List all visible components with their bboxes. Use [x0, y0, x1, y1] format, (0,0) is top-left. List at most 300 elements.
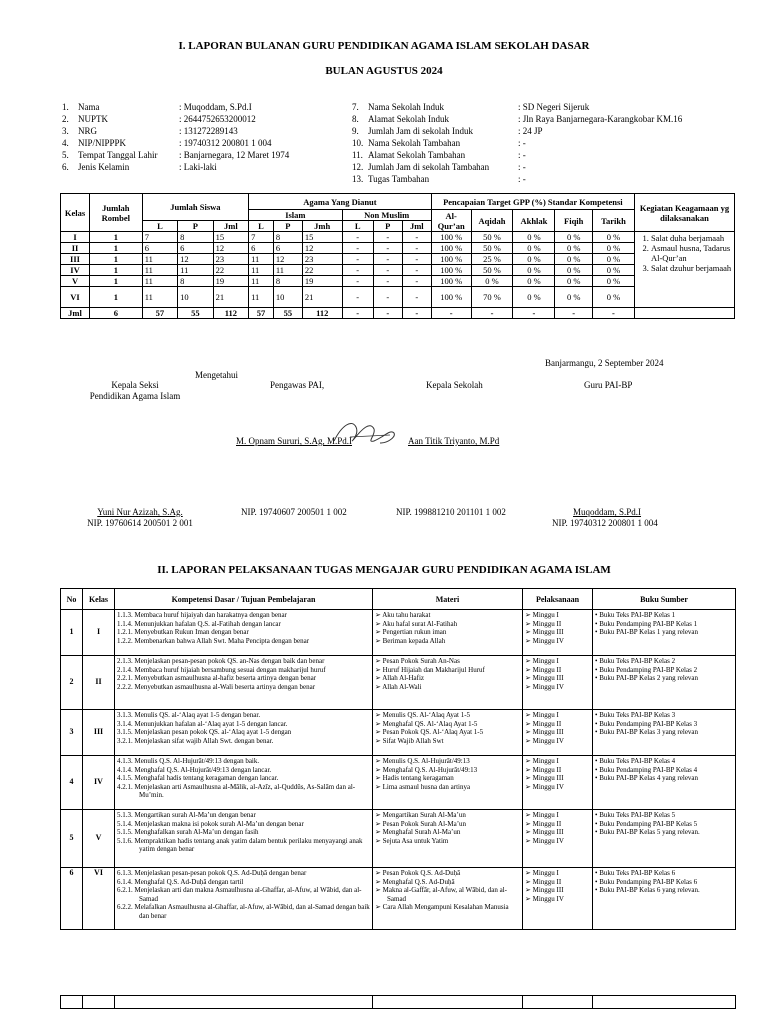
pengawas-name: M. Opnam Sururi, S.Ag, M.Pd.I: [236, 436, 353, 446]
pelaksanaan-item: ➢ Minggu III: [525, 886, 590, 895]
student-row: [61, 232, 735, 243]
student-cell: 0 %: [513, 254, 555, 265]
student-cell: 0 %: [593, 243, 635, 254]
materi-item: ➢ Sejuta Asa untuk Yatim: [375, 837, 520, 846]
identity-number: 3.: [62, 126, 69, 136]
identity-label: Nama Sekolah Induk: [368, 102, 444, 112]
col-nm-p: P: [373, 221, 402, 232]
student-cell: 100 %: [431, 254, 471, 265]
total-cell: 57: [249, 308, 274, 319]
kd-item: 1.1.4. Menunjukkan hafalan Q.S. al-Fatihah dengan lancar: [117, 619, 281, 628]
buku-item: • Buku Teks PAI-BP Kelas 4: [595, 757, 733, 766]
student-cell: 7: [249, 232, 274, 243]
row-materi: [373, 656, 523, 710]
student-cell: 100 %: [431, 265, 471, 276]
total-cell: -: [555, 308, 593, 319]
student-cell: 11: [142, 287, 177, 308]
kepsek-name: Aan Titik Triyanto, M.Pd: [408, 436, 500, 446]
materi-item: ➢ Pengertian rukun iman: [375, 628, 520, 637]
kasi-title-2: Pendidikan Agama Islam: [89, 391, 181, 401]
student-cell: 11: [249, 265, 274, 276]
report-title: I. LAPORAN BULANAN GURU PENDIDIKAN AGAMA ISLAM SEKOLAH DASAR: [178, 40, 590, 52]
kegiatan-list: [637, 233, 732, 273]
identity-value: : 131272289143: [179, 126, 238, 136]
kegiatan-item: 2. Asmaul husna, Tadarus Al-Qur’an: [651, 243, 732, 263]
kasi-nip: NIP. 19760614 200501 2 001: [87, 518, 193, 528]
total-cell: -: [431, 308, 471, 319]
identity-label: Jumlah Jam di sekolah Induk: [368, 126, 473, 136]
identity-number: 8.: [352, 114, 359, 124]
student-row: [61, 265, 735, 276]
identity-label: Jumlah Jam di sekolah Tambahan: [368, 162, 490, 172]
col-nm-l: L: [342, 221, 373, 232]
student-cell: 23: [302, 254, 342, 265]
row-no: 6: [61, 868, 83, 930]
total-cell: -: [471, 308, 513, 319]
kepsek-nip: NIP. 199881210 201101 1 002: [396, 507, 506, 517]
pelaksanaan-item: ➢ Minggu II: [525, 766, 590, 775]
student-cell: 8: [273, 276, 302, 287]
materi-item: ➢ Makna al-Gaffār, al-Afuw, al Wābid, dan al-Samad: [375, 886, 520, 903]
identity-label: Tempat Tanggal Lahir: [78, 150, 158, 160]
student-cell: 22: [302, 265, 342, 276]
report-subtitle: BULAN AGUSTUS 2024: [325, 65, 443, 77]
student-cell: 6: [178, 243, 213, 254]
pelaksanaan-item: ➢ Minggu III: [525, 728, 590, 737]
materi-item: ➢ Huruf Hijaiah dan Makharijul Huruf: [375, 666, 520, 675]
student-cell: 19: [213, 276, 248, 287]
student-cell: 0 %: [555, 287, 593, 308]
row-no: 4: [61, 756, 83, 810]
student-cell: 0 %: [471, 276, 513, 287]
identity-label: Nama: [78, 102, 100, 112]
materi-item: ➢ Pesan Pokok Q.S. Ad-Duḥā: [375, 869, 520, 878]
materi-item: ➢ Menghafal Q.S. Al-Hujurāt/49:13: [375, 766, 520, 775]
student-cell: 12: [213, 243, 248, 254]
identity-value: : -: [518, 138, 526, 148]
student-cell: -: [373, 243, 402, 254]
kd-item: 5.1.5. Menghafalkan surah Al-Ma’un dengan fasih: [117, 828, 259, 837]
row-materi: [373, 868, 523, 930]
col-buku: Buku Sumber: [593, 589, 736, 610]
student-cell: 25 %: [471, 254, 513, 265]
student-cell: 100 %: [431, 243, 471, 254]
identity-number: 12.: [352, 162, 364, 172]
student-cell: 11: [249, 254, 274, 265]
identity-value: : Laki-laki: [179, 162, 217, 172]
col-islam-jmh: Jmh: [302, 221, 342, 232]
pelaksanaan-item: ➢ Minggu I: [525, 811, 590, 820]
row-pelaksanaan: [523, 656, 593, 710]
pelaksanaan-item: ➢ Minggu II: [525, 666, 590, 675]
pelaksanaan-item: ➢ Minggu II: [525, 878, 590, 887]
identity-label: Alamat Sekolah Tambahan: [368, 150, 466, 160]
buku-item: • Buku Pendamping PAI-BP Kelas 3: [595, 720, 733, 729]
row-kd: [115, 710, 373, 756]
identity-row: [352, 102, 589, 112]
identity-label: NUPTK: [78, 114, 109, 124]
pelaksanaan-item: ➢ Minggu I: [525, 869, 590, 878]
col-islam-p: P: [273, 221, 302, 232]
col-akhlak: Akhlak: [513, 210, 555, 232]
buku-item: • Buku PAI-BP Kelas 2 yang relevan: [595, 674, 733, 683]
identity-row: [62, 162, 217, 172]
materi-item: ➢ Menulis QS. Al-‘Alaq Ayat 1-5: [375, 711, 520, 720]
col-jumlah-siswa: Jumlah Siswa: [142, 194, 248, 221]
identity-row: [62, 102, 252, 112]
student-cell: 21: [302, 287, 342, 308]
pelaksanaan-item: ➢ Minggu I: [525, 611, 590, 620]
student-cell: -: [373, 265, 402, 276]
kd-item: 1.2.2. Membenarkan bahwa Allah Swt. Maha Pencipta dengan benar: [117, 636, 310, 645]
identity-label: NRG: [78, 126, 98, 136]
identity-row: [352, 174, 526, 184]
student-cell: -: [402, 243, 431, 254]
row-kelas: III: [83, 710, 115, 756]
student-cell: 10: [273, 287, 302, 308]
total-cell: 112: [213, 308, 248, 319]
identity-number: 6.: [62, 162, 69, 172]
kd-item: 1.2.1. Menyebutkan Rukun Iman dengan benar: [117, 628, 249, 637]
buku-item: • Buku Pendamping PAI-BP Kelas 1: [595, 620, 733, 629]
row-no: 1: [61, 610, 83, 656]
identity-number: 1.: [62, 102, 69, 112]
place-date: Banjarmangu, 2 September 2024: [545, 358, 664, 368]
row-no: 5: [61, 810, 83, 868]
teaching-table: [60, 588, 736, 930]
buku-item: • Buku Teks PAI-BP Kelas 5: [595, 811, 733, 820]
row-kelas: I: [83, 610, 115, 656]
empty-row: [61, 996, 736, 1009]
identity-number: 5.: [62, 150, 69, 160]
student-cell: 8: [273, 232, 302, 243]
col-fiqih: Fiqih: [555, 210, 593, 232]
student-cell: -: [402, 265, 431, 276]
student-cell: 11: [249, 287, 274, 308]
row-kd: [115, 756, 373, 810]
identity-value: : 24 JP: [518, 126, 543, 136]
student-cell: 50 %: [471, 232, 513, 243]
total-cell: 112: [302, 308, 342, 319]
buku-item: • Buku Teks PAI-BP Kelas 2: [595, 657, 733, 666]
student-cell: II: [61, 243, 90, 254]
student-cell: 100 %: [431, 276, 471, 287]
kd-item: 6.2.2. Melafalkan Asmaulhusna al-Ghaffar, al-Afuw, al-Wābid, dan al-Samad dengan baik dan benar: [117, 903, 370, 920]
kd-item: 2.2.1. Menyebutkan asmaulhusna al-hafiz beserta artinya dengan benar: [117, 674, 317, 683]
buku-item: • Buku Pendamping PAI-BP Kelas 6: [595, 878, 733, 887]
identity-value: : Jln Raya Banjarnegara-Karangkobar KM.16: [518, 114, 683, 124]
buku-item: • Buku PAI-BP Kelas 5 yang relevan.: [595, 828, 733, 837]
identity-label: NIP/NIPPPK: [78, 138, 127, 148]
col-aqidah: Aqidah: [471, 210, 513, 232]
student-cell: -: [373, 232, 402, 243]
student-cell: 50 %: [471, 243, 513, 254]
row-buku: [593, 656, 736, 710]
student-cell: -: [342, 276, 373, 287]
student-cell: -: [402, 254, 431, 265]
col-kegiatan: Kegiatan Keagamaan yg dilaksanakan: [634, 194, 734, 232]
student-cell: 22: [213, 265, 248, 276]
kd-item: 4.1.4. Menghafal Q.S. Al-Hujurāt/49:13 dengan lancar.: [117, 765, 272, 774]
identity-row: [62, 114, 256, 124]
kd-item: 4.1.3. Menulis Q.S. Al-Hujurāt/49:13 dengan baik.: [117, 757, 260, 765]
student-row: [61, 276, 735, 287]
row-buku: [593, 756, 736, 810]
pengawas-title: Pengawas PAI,: [270, 380, 325, 390]
identity-value: : 2644752653200012: [179, 114, 256, 124]
identity-value: : 19740312 200801 1 004: [179, 138, 272, 148]
kd-item: 3.2.1. Menjelaskan sifat wajib Allah Swt. dengan benar.: [117, 736, 274, 745]
row-kelas: VI: [83, 868, 115, 930]
student-cell: -: [402, 232, 431, 243]
student-cell: 7: [142, 232, 177, 243]
materi-item: ➢ Menghafal Q.S. Ad-Duḥā: [375, 878, 520, 887]
col-rombel: Jumlah Rombel: [90, 194, 143, 232]
row-buku: [593, 810, 736, 868]
student-cell: -: [342, 243, 373, 254]
materi-item: ➢ Menghafal QS. Al-‘Alaq Ayat 1-5: [375, 720, 520, 729]
pelaksanaan-item: ➢ Minggu III: [525, 628, 590, 637]
kd-item: 6.1.4. Menghafal Q.S. Ad-Duḥā dengan tartil: [117, 877, 244, 886]
teaching-row: [61, 610, 736, 656]
identity-label: Alamat Sekolah Induk: [368, 114, 449, 124]
student-cell: 11: [178, 265, 213, 276]
materi-item: ➢ Aku hafal surat Al-Fatihah: [375, 620, 520, 629]
pengawas-nip: NIP. 19740607 200501 1 002: [241, 507, 347, 517]
teaching-row: [61, 756, 736, 810]
col-pelaksanaan: Pelaksanaan: [523, 589, 593, 610]
student-cell: IV: [61, 265, 90, 276]
col-islam-l: L: [249, 221, 274, 232]
student-cell: 15: [213, 232, 248, 243]
student-cell: 0 %: [593, 232, 635, 243]
student-cell: 0 %: [555, 243, 593, 254]
total-cell: Jml: [61, 308, 90, 319]
col-jml: Jml: [213, 221, 248, 232]
col-no: No: [61, 589, 83, 610]
student-cell: 10: [178, 287, 213, 308]
total-cell: 6: [90, 308, 143, 319]
kd-item: 3.1.5. Menjelaskan pesan pokok QS. al-‘Alaq ayat 1-5 dengan: [117, 728, 292, 737]
identity-label: Nama Sekolah Tambahan: [368, 138, 461, 148]
row-materi: [373, 756, 523, 810]
student-cell: 0 %: [555, 265, 593, 276]
identity-number: 2.: [62, 114, 69, 124]
kegiatan-item: 1. Salat duha berjamaah: [651, 233, 732, 243]
student-row: [61, 287, 735, 308]
row-kd: [115, 868, 373, 930]
kd-item: 1.1.3. Membaca huruf hijaiyah dan harakatnya dengan benar: [117, 611, 287, 619]
student-cell: -: [402, 276, 431, 287]
buku-item: • Buku Pendamping PAI-BP Kelas 2: [595, 666, 733, 675]
kd-item: 3.1.4. Menunjukkan hafalan al-‘Alaq ayat 1-5 dengan lancar.: [117, 719, 288, 728]
total-row: [61, 308, 735, 319]
pelaksanaan-item: ➢ Minggu I: [525, 711, 590, 720]
row-no: 3: [61, 710, 83, 756]
row-pelaksanaan: [523, 610, 593, 656]
student-cell: 100 %: [431, 232, 471, 243]
student-cell: 50 %: [471, 265, 513, 276]
identity-row: [352, 162, 526, 172]
materi-item: ➢ Pesan Pokok Surah An-Nas: [375, 657, 520, 666]
student-cell: 6: [249, 243, 274, 254]
identity-number: 9.: [352, 126, 359, 136]
student-cell: 1: [90, 232, 143, 243]
guru-title: Guru PAI-BP: [584, 380, 633, 390]
identity-value: : -: [518, 162, 526, 172]
buku-item: • Buku PAI-BP Kelas 6 yang relevan.: [595, 886, 733, 895]
identity-number: 4.: [62, 138, 69, 148]
student-cell: -: [342, 265, 373, 276]
col-quran: Al-Qur’an: [431, 210, 471, 232]
col-gpp: Pencapaian Target GPP (%) Standar Kompetensi: [431, 194, 634, 210]
row-kelas: IV: [83, 756, 115, 810]
row-pelaksanaan: [523, 710, 593, 756]
row-no: 2: [61, 656, 83, 710]
row-pelaksanaan: [523, 756, 593, 810]
identity-value: : SD Negeri Sijeruk: [518, 102, 590, 112]
pelaksanaan-item: ➢ Minggu IV: [525, 783, 590, 792]
student-cell: -: [373, 276, 402, 287]
kd-item: 6.1.3. Menjelaskan pesan-pesan pokok Q.S. Ad-Duḥā dengan benar: [117, 869, 307, 877]
row-materi: [373, 710, 523, 756]
row-kelas: II: [83, 656, 115, 710]
pelaksanaan-item: ➢ Minggu I: [525, 757, 590, 766]
kepsek-title: Kepala Sekolah: [426, 380, 483, 390]
identity-value: : Banjarnegara, 12 Maret 1974: [179, 150, 290, 160]
identity-row: [352, 150, 526, 160]
total-cell: -: [342, 308, 373, 319]
buku-item: • Buku PAI-BP Kelas 1 yang relevan: [595, 628, 733, 637]
row-kd: [115, 810, 373, 868]
identity-value: : -: [518, 150, 526, 160]
student-cell: V: [61, 276, 90, 287]
student-row: [61, 243, 735, 254]
student-cell: -: [373, 254, 402, 265]
guru-nip: NIP. 19740312 200801 1 004: [552, 518, 658, 528]
buku-item: • Buku Teks PAI-BP Kelas 1: [595, 611, 733, 620]
student-cell: 0 %: [593, 254, 635, 265]
student-cell: 11: [249, 276, 274, 287]
student-cell: 1: [90, 254, 143, 265]
kd-item: 4.2.1. Menjelaskan arti Asmaulhusna al-Mālik, al-Azīz, al-Quddūs, As-Salām dan al-Mu’min.: [117, 782, 356, 800]
materi-item: ➢ Beriman kepada Allah: [375, 637, 520, 646]
student-cell: 11: [142, 265, 177, 276]
teaching-row: [61, 656, 736, 710]
student-cell: 1: [90, 276, 143, 287]
kd-item: 2.1.3. Menjelaskan pesan-pesan pokok QS. an-Nas dengan baik dan benar: [117, 657, 325, 665]
total-cell: 57: [142, 308, 177, 319]
row-pelaksanaan: [523, 810, 593, 868]
total-cell: -: [513, 308, 555, 319]
student-cell: 11: [273, 265, 302, 276]
buku-item: • Buku Pendamping PAI-BP Kelas 5: [595, 820, 733, 829]
col-tarikh: Tarikh: [593, 210, 635, 232]
teaching-row: [61, 868, 736, 930]
student-cell: -: [342, 254, 373, 265]
col-kd: Kompetensi Dasar / Tujuan Pembelajaran: [115, 589, 373, 610]
student-cell: 15: [302, 232, 342, 243]
materi-item: ➢ Cara Allah Mengampuni Kesalahan Manusia: [375, 903, 520, 912]
student-cell: -: [402, 287, 431, 308]
identity-number: 10.: [352, 138, 364, 148]
pelaksanaan-item: ➢ Minggu II: [525, 820, 590, 829]
student-cell: -: [342, 287, 373, 308]
student-cell: 0 %: [513, 287, 555, 308]
pelaksanaan-item: ➢ Minggu IV: [525, 637, 590, 646]
student-cell: 0 %: [593, 276, 635, 287]
student-cell: 0 %: [513, 232, 555, 243]
identity-value: : Muqoddam, S.Pd.I: [179, 102, 252, 112]
pelaksanaan-item: ➢ Minggu I: [525, 657, 590, 666]
identity-row: [62, 138, 272, 148]
row-kd: [115, 610, 373, 656]
row-kd: [115, 656, 373, 710]
identity-value: : -: [518, 174, 526, 184]
materi-item: ➢ Pesan Pokok QS. Al-‘Alaq Ayat 1-5: [375, 728, 520, 737]
row-materi: [373, 610, 523, 656]
student-cell: 19: [302, 276, 342, 287]
student-cell: 8: [178, 232, 213, 243]
teaching-row: [61, 710, 736, 756]
row-kelas: V: [83, 810, 115, 868]
kd-item: 4.1.5. Menghafal hadis tentang keragaman dengan lancar.: [117, 774, 279, 783]
student-cell: 0 %: [513, 243, 555, 254]
materi-item: ➢ Hadis tentang keragaman: [375, 774, 520, 783]
student-cell: 12: [178, 254, 213, 265]
identity-row: [62, 150, 289, 160]
student-cell: 12: [273, 254, 302, 265]
student-cell: 1: [90, 265, 143, 276]
identity-number: 11.: [352, 150, 363, 160]
materi-item: ➢ Mengartikan Surah Al-Ma’un: [375, 811, 520, 820]
pelaksanaan-item: ➢ Minggu II: [525, 720, 590, 729]
student-cell: -: [342, 232, 373, 243]
student-cell: 100 %: [431, 287, 471, 308]
student-cell: 0 %: [555, 254, 593, 265]
student-cell: -: [373, 287, 402, 308]
student-cell: 1: [90, 243, 143, 254]
pelaksanaan-item: ➢ Minggu III: [525, 674, 590, 683]
identity-label: Jenis Kelamin: [78, 162, 130, 172]
total-cell: -: [373, 308, 402, 319]
kasi-name: Yuni Nur Azizah, S.Ag.: [97, 507, 183, 517]
col-p: P: [178, 221, 213, 232]
kd-item: 3.1.3. Menulis QS. al-‘Alaq ayat 1-5 dengan benar.: [117, 711, 261, 719]
row-buku: [593, 868, 736, 930]
total-cell: -: [402, 308, 431, 319]
col-agama: Agama Yang Dianut: [249, 194, 432, 210]
mengetahui-label: Mengetahui: [195, 370, 238, 380]
student-cell: 6: [142, 243, 177, 254]
identity-row: [352, 138, 526, 148]
student-cell: VI: [61, 287, 90, 308]
student-cell: 70 %: [471, 287, 513, 308]
materi-item: ➢ Menghafal Surah Al-Ma’un: [375, 828, 520, 837]
identity-row: [62, 126, 238, 136]
col-kelas: Kelas: [61, 194, 90, 232]
materi-item: ➢ Sifat Wajib Allah Swt: [375, 737, 520, 746]
kegiatan-cell: [634, 232, 734, 308]
kasi-title-1: Kepala Seksi: [111, 380, 159, 390]
student-cell: 11: [142, 276, 177, 287]
student-cell: 0 %: [513, 265, 555, 276]
buku-item: • Buku Teks PAI-BP Kelas 3: [595, 711, 733, 720]
kd-item: 2.2.2. Menyebutkan asmaulhusna al-Wali beserta artinya dengan benar: [117, 682, 316, 691]
student-cell: 8: [178, 276, 213, 287]
col-l: L: [142, 221, 177, 232]
pelaksanaan-item: ➢ Minggu IV: [525, 683, 590, 692]
